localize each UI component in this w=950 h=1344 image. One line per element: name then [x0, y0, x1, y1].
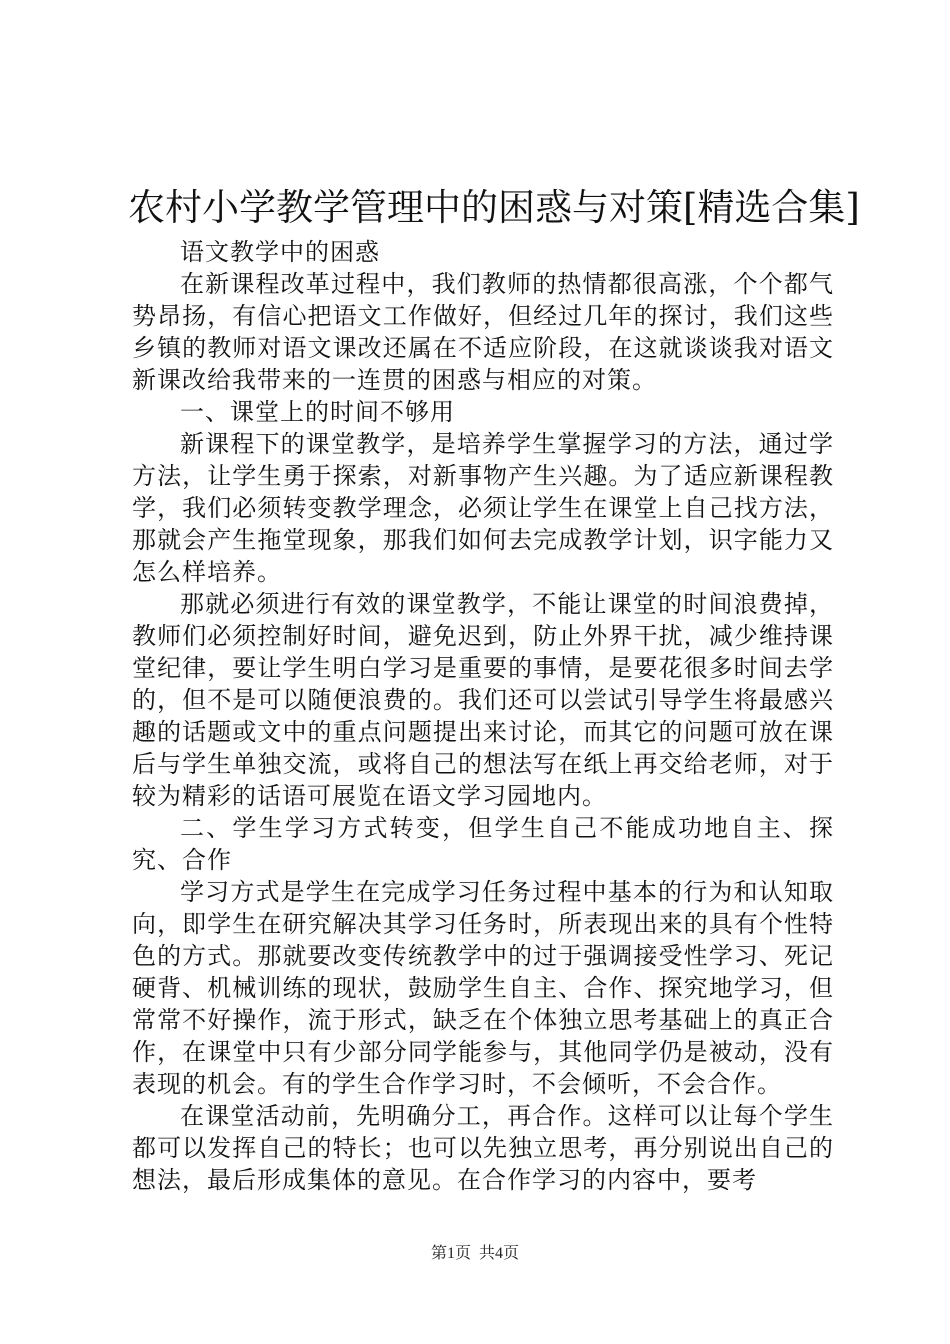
paragraph: 学习方式是学生在完成学习任务过程中基本的行为和认知取向，即学生在研究解决其学习任务时，所表现出来的具有个性特色的方式。那就要改变传统教学中的过于强调接受性学习、死记硬背、机械训练的现状，鼓励学生自主、合作、探究地学习，但常常不好操作，流于形式，缺乏在个体独立思考基础上的真正合作，在课堂中只有少部分同学能参与，其他同学仍是被动，没有表现的机会。有的学生合作学习时，不会倾听，不会合作。 — [132, 878, 834, 1098]
page-total: 共4页 — [479, 1245, 520, 1262]
paragraph: 在课堂活动前，先明确分工，再合作。这样可以让每个学生都可以发挥自己的特长；也可以先独立思考，再分别说出自己的想法，最后形成集体的意见。在合作学习的内容中，要考 — [132, 1102, 834, 1194]
paragraph: 那就必须进行有效的课堂教学，不能让课堂的时间浪费掉，教师们必须控制好时间，避免迟到，防止外界干扰，减少维持课堂纪律，要让学生明白学习是重要的事情，是要花很多时间去学的，但不是可以随便浪费的。我们还可以尝试引导学生将最感兴趣的话题或文中的重点问题提出来讨论，而其它的问题可放在课后与学生单独交流，或将自己的想法写在纸上再交给老师，对于较为精彩的话语可展览在语文学习园地内。 — [132, 590, 834, 810]
page-footer — [0, 1244, 950, 1264]
page-number: 第1页 — [430, 1245, 471, 1262]
section-heading-1: 一、课堂上的时间不够用 — [180, 398, 455, 426]
document-title: 农村小学教学管理中的困惑与对策[精选合集] — [128, 186, 860, 229]
paragraph: 在新课程改革过程中，我们教师的热情都很高涨，个个都气势昂扬，有信心把语文工作做好，但经过几年的探讨，我们这些乡镇的教师对语文课改还属在不适应阶段，在这就谈谈我对语文新课改给我带来的一连贯的困惑与相应的对策。 — [132, 270, 834, 394]
section-heading-2: 二、学生学习方式转变，但学生自己不能成功地自主、探究、合作 — [132, 814, 834, 874]
document-body — [132, 236, 834, 1196]
paragraph: 新课程下的课堂教学，是培养学生掌握学习的方法，通过学方法，让学生勇于探索，对新事物产生兴趣。为了适应新课程教学，我们必须转变教学理念，必须让学生在课堂上自己找方法，那就会产生拖堂现象，那我们如何去完成教学计划，识字能力又怎么样培养。 — [132, 430, 834, 586]
paragraph-subtitle: 语文教学中的困惑 — [180, 238, 380, 266]
